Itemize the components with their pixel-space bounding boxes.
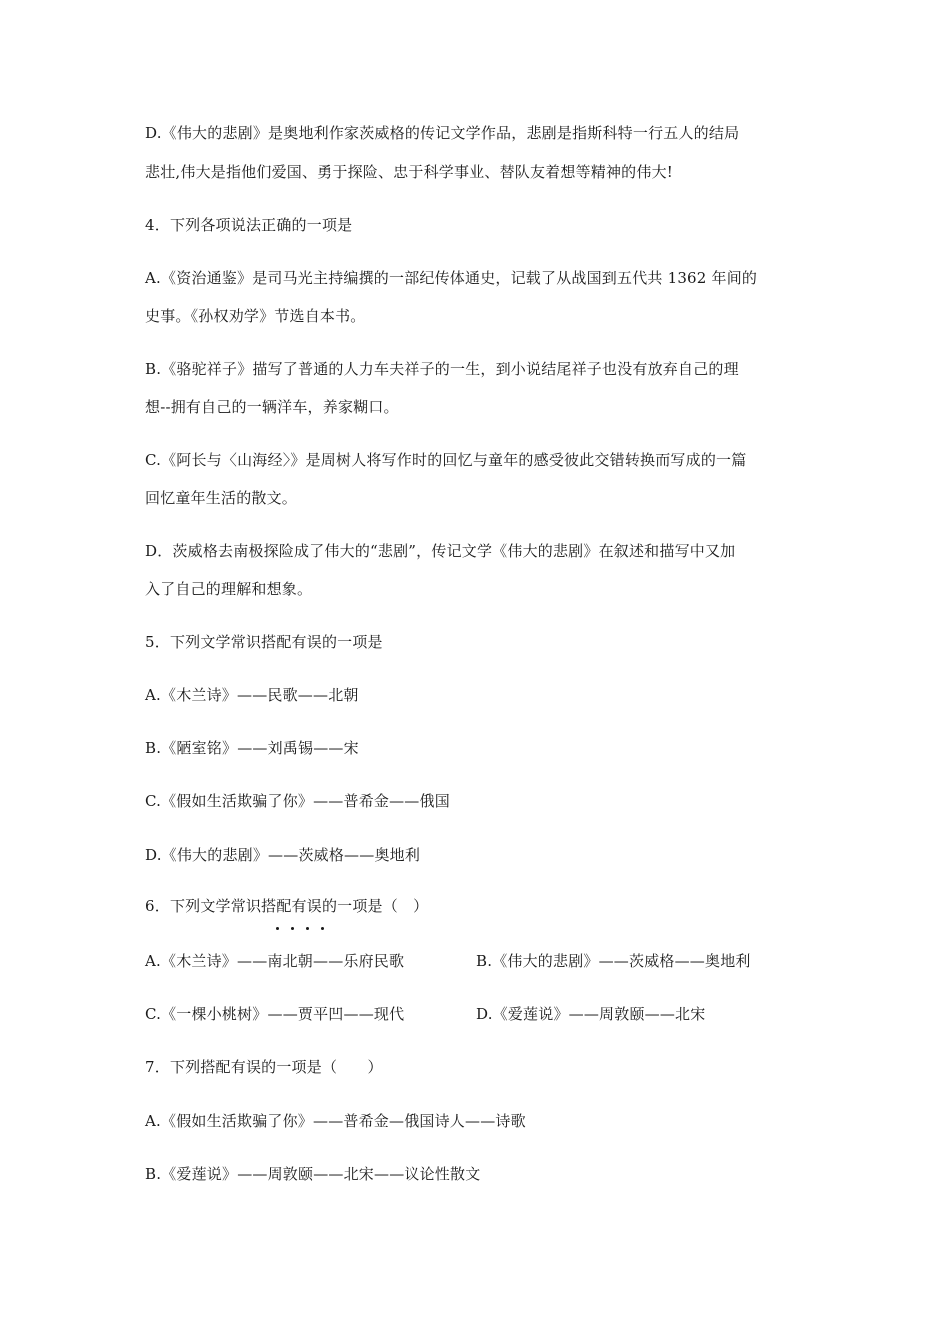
q3-option-d-line1: D.《伟大的悲剧》是奥地利作家茨威格的传记文学作品，悲剧是指斯科特一行五人的结局 xyxy=(145,124,740,142)
q6-option-b: B.《伟大的悲剧》——茨威格——奥地利 xyxy=(476,952,751,970)
q4-option-c-line1: C.《阿长与〈山海经〉》是周树人将写作时的回忆与童年的感受彼此交错转换而写成的一篇 xyxy=(145,451,747,469)
q6-stem: 6．下列文学常识搭配有误的一项是（ ） xyxy=(145,897,429,915)
emphasis-dot xyxy=(276,927,279,930)
emphasis-dot xyxy=(306,927,309,930)
q4-option-d-line2: 入了自己的理解和想象。 xyxy=(145,580,313,598)
q5-option-d: D.《伟大的悲剧》——茨威格——奥地利 xyxy=(145,846,421,864)
q6-option-a: A.《木兰诗》——南北朝——乐府民歌 xyxy=(145,952,405,970)
q4-stem: 4．下列各项说法正确的一项是 xyxy=(145,216,353,234)
q4-option-b-line2: 想--拥有自己的一辆洋车，养家糊口。 xyxy=(145,398,399,416)
q5-option-b: B.《陋室铭》——刘禹锡——宋 xyxy=(145,739,359,757)
q4-option-a-line2: 史事。《孙权劝学》节选自本书。 xyxy=(145,307,366,325)
q6-option-c: C.《一棵小桃树》——贾平凹——现代 xyxy=(145,1005,405,1023)
q7-option-b: B.《爱莲说》——周敦颐——北宋——议论性散文 xyxy=(145,1165,481,1183)
q6-option-d: D.《爱莲说》——周敦颐——北宋 xyxy=(476,1005,706,1023)
q5-option-c: C.《假如生活欺骗了你》——普希金——俄国 xyxy=(145,792,450,810)
emphasis-dot xyxy=(321,927,324,930)
q7-option-a: A.《假如生活欺骗了你》——普希金—俄国诗人——诗歌 xyxy=(145,1112,526,1130)
q4-option-d-line1: D．茨威格去南极探险成了伟大的“悲剧”，传记文学《伟大的悲剧》在叙述和描写中又加 xyxy=(145,542,736,560)
q4-option-b-line1: B.《骆驼祥子》描写了普通的人力车夫祥子的一生，到小说结尾祥子也没有放弃自己的理 xyxy=(145,360,739,378)
q3-option-d-line2: 悲壮,伟大是指他们爱国、勇于探险、忠于科学事业、替队友着想等精神的伟大! xyxy=(145,163,673,181)
emphasis-dot xyxy=(291,927,294,930)
q4-option-c-line2: 回忆童年生活的散文。 xyxy=(145,489,298,507)
q5-stem: 5．下列文学常识搭配有误的一项是 xyxy=(145,633,383,651)
q4-option-a-line1: A.《资治通鉴》是司马光主持编撰的一部纪传体通史，记载了从战国到五代共 1362 年间的 xyxy=(145,269,758,287)
q5-option-a: A.《木兰诗》——民歌——北朝 xyxy=(145,686,359,704)
emphasis-dots xyxy=(276,927,336,933)
q7-stem: 7．下列搭配有误的一项是（ ） xyxy=(145,1058,383,1076)
